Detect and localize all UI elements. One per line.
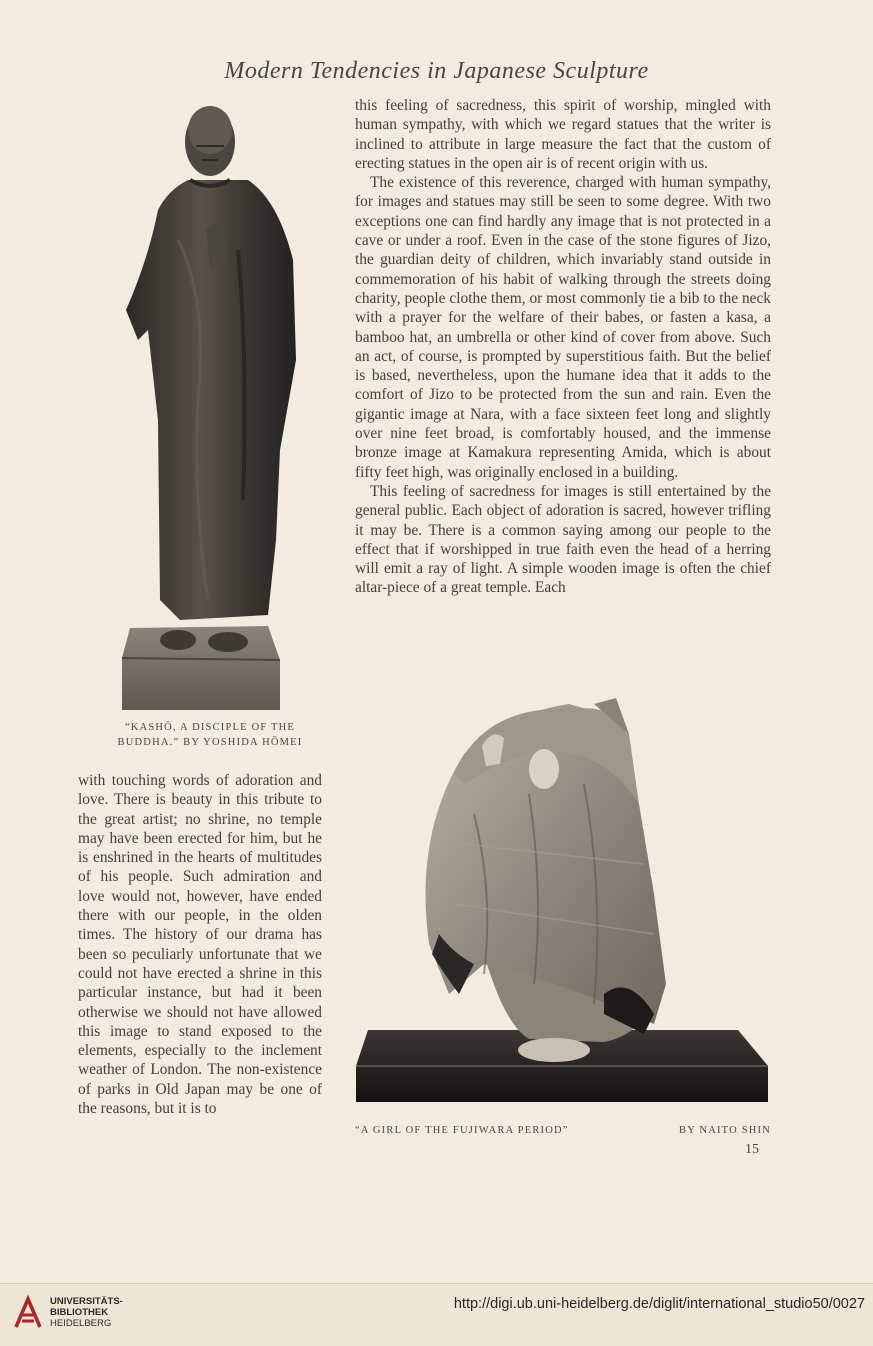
library-name-line-2: BIBLIOTHEK xyxy=(50,1307,109,1318)
library-name-line-3: HEIDELBERG xyxy=(50,1318,112,1329)
paragraph: The existence of this reverence, charged with human sympathy, for images and statues may still be seen to some degree. With two exceptions one can find hardly any image that is not protected in a cave or under a roof. Even in the case of the stone figures of Jizo, the guardian deity of children, which invariably stand outside in commemoration of his habit of walking through the streets doing charity, people clothe them, or most commonly tie a bib to the neck with a prayer for the welfare of their babes, or fasten a kasa, a bamboo hat, an umbrella or other kind of cover from above. Such an act, of course, is prompted by superstitious faith. But the belief is based, nevertheless, upon the humane idea that it adds to the comfort of Jizo to be protected from the sun and rain. Even the gigantic image at Nara, with a face sixteen feet long and slightly over nine feet broad, is comfortably housed, and the immense bronze image at Kamakura representing Amida, which is about fifty feet high, was originally enclosed in a building. xyxy=(355,174,771,481)
paragraph: this feeling of sacredness, this spirit of worship, mingled with human sympathy, with which we regard statues that the writer is inclined to attribute in large measure the fact that the custom of erecting statues in the open air is of recent origin with us. xyxy=(355,97,771,172)
library-name-line-1: UNIVERSITÄTS- xyxy=(50,1296,123,1307)
paragraph: with touching words of adoration and love. There is beauty in this tribute to the great artist; no shrine, no temple may have been erected for him, but he is enshrined in the hearts of multitudes of his people. Such admiration and love would not, however, have ended there with our people, in the olden times. The history of our drama has been so peculiarly unfortunate that we could not have erected a shrine in this particular instance, but had it been otherwise we should not have allowed this image to stand exposed to the elements, especially to the inclement weather of London. The non-existence of parks in Old Japan may be one of the reasons, but it is to xyxy=(78,772,322,1118)
library-name xyxy=(50,1296,123,1329)
caption-line-2: BUDDHA.” BY YOSHIDA HŌMEI xyxy=(117,737,303,748)
caption-line-1: “KASHŌ, A DISCIPLE OF THE xyxy=(124,722,296,733)
figure-fujiwara-girl xyxy=(354,694,772,1106)
footer-bar xyxy=(0,1283,873,1346)
page-number: 15 xyxy=(745,1142,759,1157)
left-column-text xyxy=(78,771,322,1118)
right-column-text xyxy=(355,96,771,598)
figure-caption-fujiwara-title: “A GIRL OF THE FUJIWARA PERIOD” xyxy=(355,1125,569,1136)
figure-kasho-statue xyxy=(118,100,302,712)
running-header: Modern Tendencies in Japanese Sculpture xyxy=(224,58,649,84)
figure-caption-fujiwara-artist: BY NAITO SHIN xyxy=(679,1125,772,1136)
source-url-link[interactable]: http://digi.ub.uni-heidelberg.de/diglit/international_studio50/0027 xyxy=(453,1296,865,1312)
university-logo-icon xyxy=(12,1293,44,1333)
figure-caption-kasho xyxy=(110,720,310,750)
paragraph: This feeling of sacredness for images is still entertained by the general public. Each object of adoration is sacred, however trifling it may be. There is a common saying among our people to the effect that if worshipped in true faith even the head of a herring will emit a ray of light. A simple wooden image is often the chief altar-piece of a great temple. Each xyxy=(355,482,771,597)
